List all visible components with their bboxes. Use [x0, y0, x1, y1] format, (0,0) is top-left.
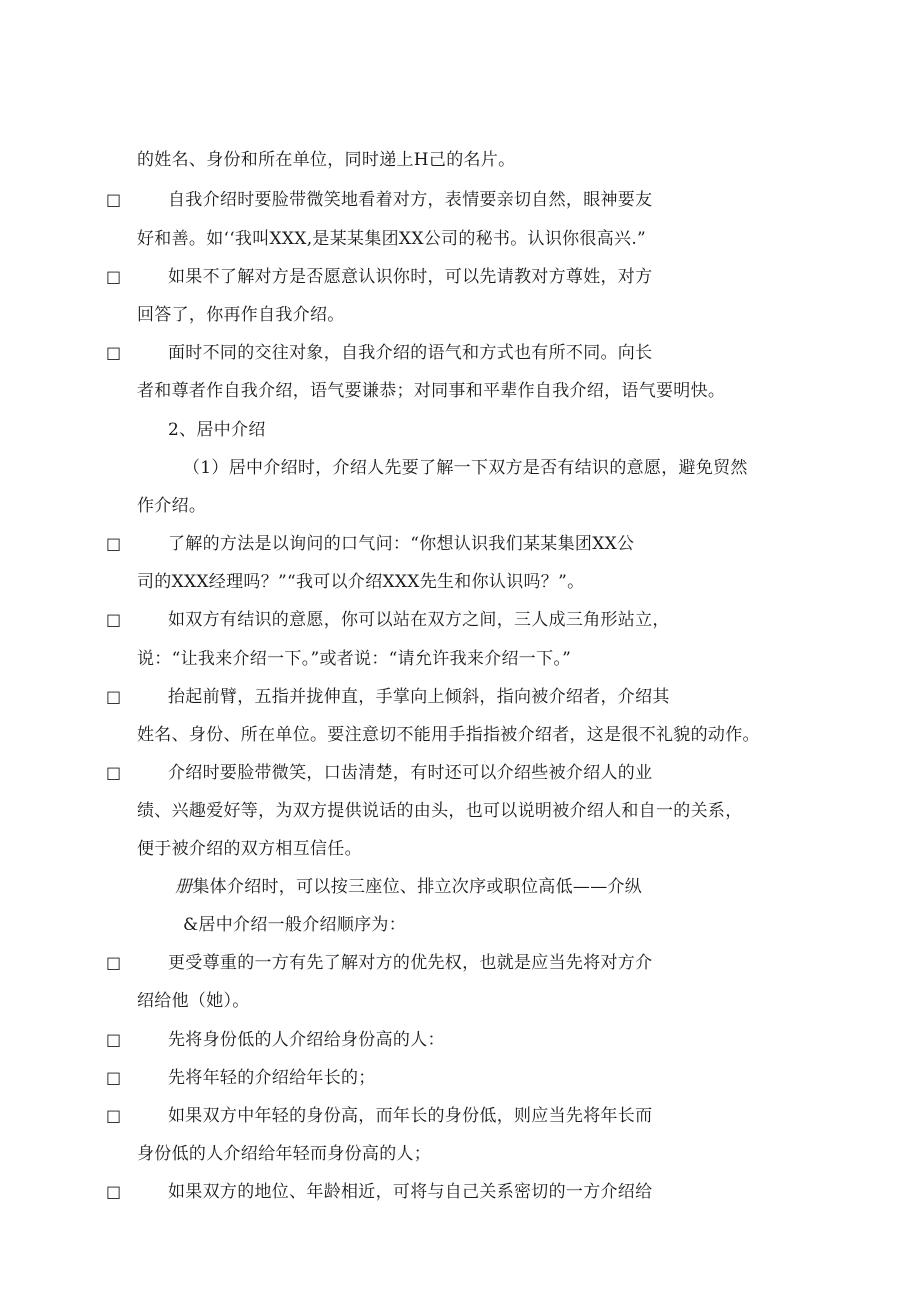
checkbox-bullet-icon: □: [106, 1030, 122, 1049]
text-line: 如双方有结识的意愿，你可以站在双方之间，三人成三角形站立，: [168, 610, 670, 630]
text-line: 司的XXX经理吗？”“我可以介绍XXX先生和你认识吗？”。: [137, 572, 585, 592]
checkbox-bullet-icon: □: [106, 763, 122, 782]
checkbox-bullet-icon: □: [106, 687, 122, 706]
text-line: 回答了，你再作自我介绍。: [137, 305, 345, 325]
checkbox-bullet-icon: □: [106, 953, 122, 972]
text-line: 作介绍。: [137, 496, 207, 516]
text-line: [175, 876, 642, 898]
text-line: 身份低的人介绍给年轻而身份高的人；: [137, 1144, 432, 1164]
text-line: 如果不了解对方是否愿意认识你时，可以先请教对方尊姓，对方: [168, 267, 653, 287]
text-line: 的姓名、身份和所在单位，同时递上H己的名片。: [137, 150, 516, 170]
text-line: &居中介绍一般介绍顺序为：: [183, 915, 407, 935]
text-line: 便于被介绍的双方相互信任。: [137, 839, 362, 859]
text-line: 如果双方的地位、年龄相近，可将与自己关系密切的一方介绍给: [168, 1182, 653, 1202]
text-line: 说：“让我来介绍一下。”或者说：“请允许我来介绍一下。”: [137, 649, 572, 669]
text-line: 先将年轻的介绍给年长的；: [168, 1068, 376, 1088]
text-line: 绩、兴趣爱好等，为双方提供说话的由头，也可以说明被介绍人和自一的关系，: [137, 801, 743, 821]
checkbox-bullet-icon: □: [106, 343, 122, 362]
text-line: 自我介绍时要脸带微笑地看着对方，表情要亲切自然，眼神要友: [168, 190, 653, 210]
checkbox-bullet-icon: □: [106, 534, 122, 553]
text-line-body: 集体介绍时，可以按三座位、排立次序或职位高低——介纵: [192, 877, 643, 897]
checkbox-bullet-icon: □: [106, 610, 122, 629]
checkbox-bullet-icon: □: [106, 1068, 122, 1087]
text-line: 更受尊重的一方有先了解对方的优先权，也就是应当先将对方介: [168, 953, 653, 973]
checkbox-bullet-icon: □: [106, 1182, 122, 1201]
item-marker: 册: [175, 877, 193, 897]
text-line: 者和尊者作自我介绍，语气要谦恭；对同事和平辈作自我介绍，语气要明快。: [137, 381, 726, 401]
section-heading: 2、居中介绍: [168, 420, 266, 440]
text-line: 如果双方中年轻的身份高，而年长的身份低，则应当先将年长而: [168, 1106, 653, 1126]
text-line: 面时不同的交往对象，自我介绍的语气和方式也有所不同。向长: [168, 343, 653, 363]
checkbox-bullet-icon: □: [106, 1106, 122, 1125]
checkbox-bullet-icon: □: [106, 267, 122, 286]
text-line: 绍给他（她）。: [137, 991, 250, 1011]
text-line: 了解的方法是以询问的口气问：“你想认识我们某某集团XX公: [168, 534, 635, 554]
text-line: 介绍时要脸带微笑，口齿清楚，有时还可以介绍些被介绍人的业: [168, 763, 653, 783]
text-line: （1）居中介绍时，介绍人先要了解一下双方是否有结识的意愿，避免贸然: [183, 458, 748, 478]
text-line: 姓名、身份、所在单位。要注意切不能用手指指被介绍者，这是很不礼貌的动作。: [137, 725, 760, 745]
text-line: 抬起前臂，五指并拢伸直，手掌向上倾斜，指向被介绍者，介绍其: [168, 687, 670, 707]
text-line: 好和善。如‘‘我叫XXX,是某某集团XX公司的秘书。认识你很高兴.”: [137, 229, 647, 249]
text-line: 先将身份低的人介绍给身份高的人：: [168, 1030, 445, 1050]
checkbox-bullet-icon: □: [106, 190, 122, 209]
